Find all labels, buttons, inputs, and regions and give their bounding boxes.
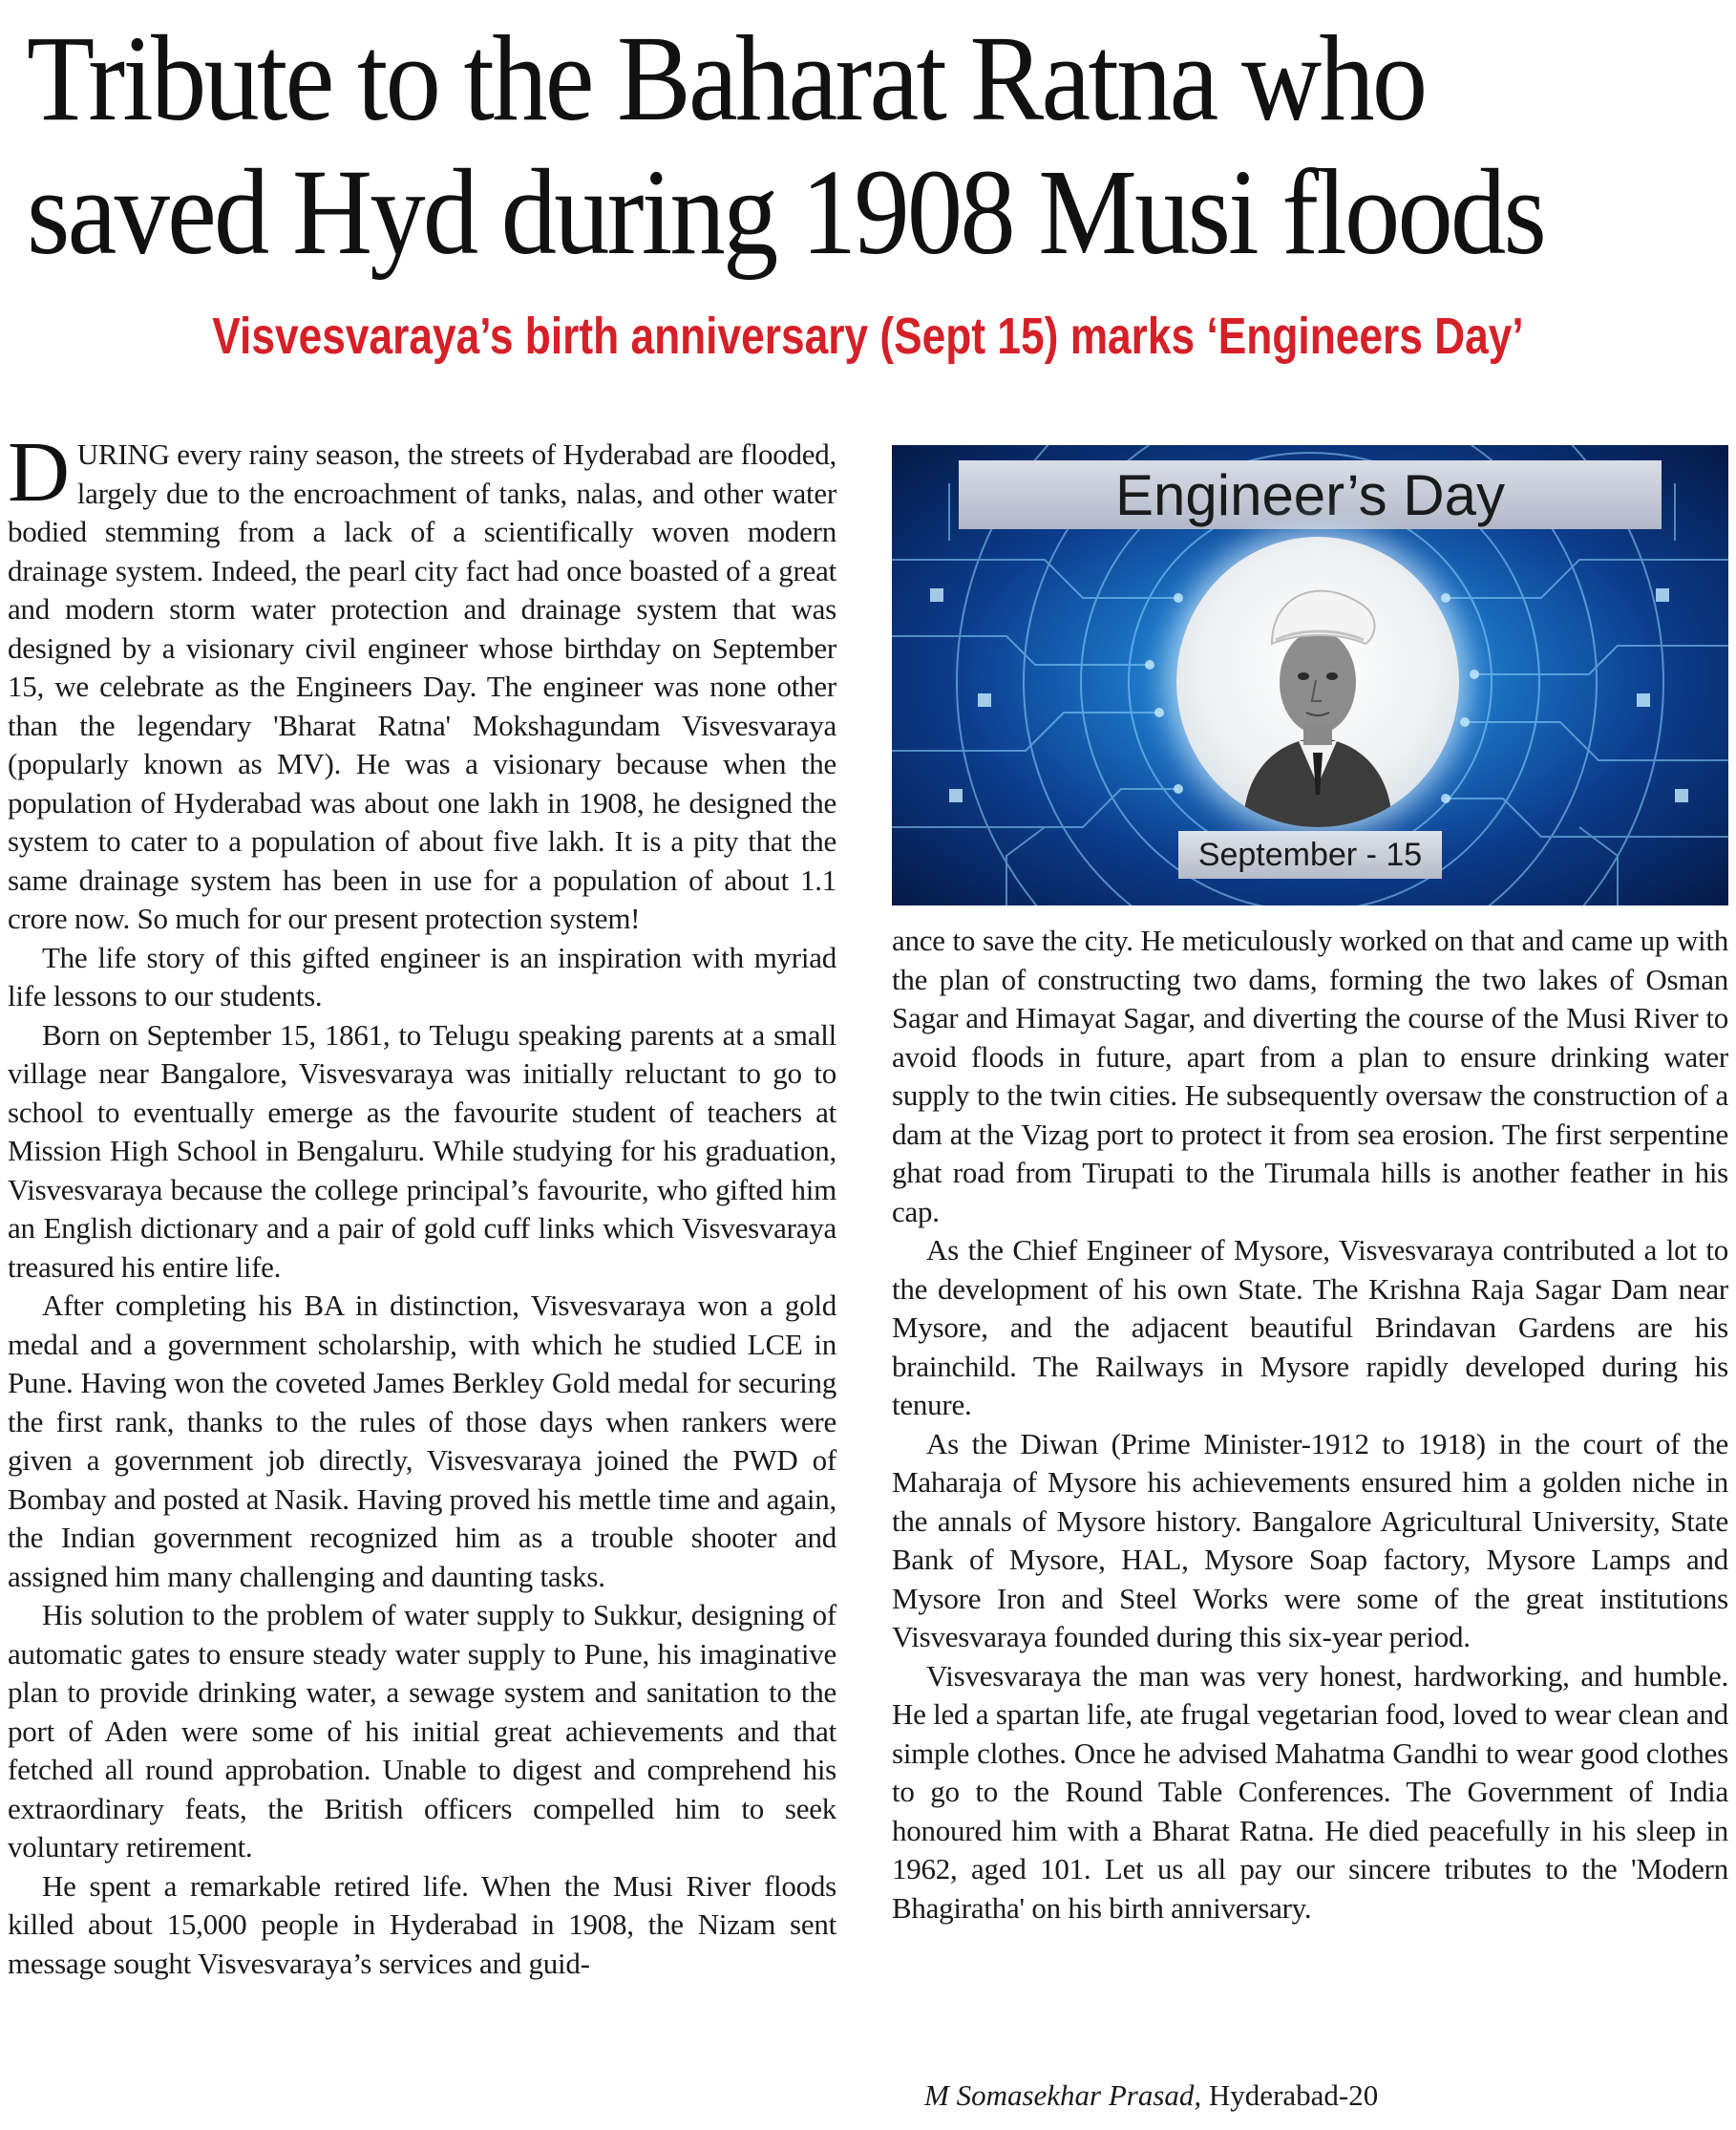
article-paragraph: He spent a remarkable retired life. When the Musi River floods killed about 15,000 people in Hyderabad in 1908, the Nizam sent message sought Visvesvaraya’s services and guid- bbox=[8, 1868, 836, 1980]
article-paragraph: As the Chief Engineer of Mysore, Visvesvaraya contributed a lot to the development of his own State. The Krishna Raja Sagar Dam near Mysore, and the adjacent beautiful Brindavan Gardens are his brainchild. The Railways in Mysore rapidly developed during his tenure. bbox=[892, 1233, 1728, 1421]
subheadline: Visvesvaraya’s birth anniversary (Sept 15) marks ‘Engineers Day’ bbox=[212, 308, 1524, 365]
article-paragraph: As the Diwan (Prime Minister-1912 to 1918) in the court of the Maharaja of Mysore his achievements ensured him a golden niche in the annals of Mysore history. Bangalore Agricultural University, State Bank of Mysore, HAL, Mysore Soap factory, Mysore Lamps and Mysore Iron and Steel Works were some of the great institutions Visvesvaraya founded during this six-year period. bbox=[892, 1426, 1728, 1653]
headline bbox=[27, 11, 1574, 279]
article-paragraph: The life story of this gifted engineer is an inspiration with myriad life lessons to our students. bbox=[8, 940, 836, 1012]
engineers-day-image bbox=[892, 445, 1728, 905]
byline bbox=[924, 2077, 1378, 2115]
date-banner: September - 15 bbox=[1178, 831, 1442, 879]
article-paragraph: Visvesvaraya the man was very honest, hardworking, and humble. He led a spartan life, ate frugal vegetarian food, loved to wear clean and simple clothes. Once he advised Mahatma Gandhi to wear good clothes to go to the Round Table Conferences. The Government of India honoured him with a Bharat Ratna. He died peacefully in his sleep in 1962, aged 101. Let us all pay our sincere tributes to the 'Modern Bhagiratha' on his birth anniversary. bbox=[892, 1658, 1728, 1925]
article-paragraph: ance to save the city. He meticulously worked on that and came up with the plan of constructing two dams, forming the two lakes of Osman Sagar and Himayat Sagar, and diverting the course of the Musi River to avoid floods in future, apart from a plan to ensure drinking water supply to the twin cities. He subsequently oversaw the construction of a dam at the Vizag port to protect it from sea erosion. The first serpentine ghat road from Tirupati to the Tirumala hills is another feather in his cap. bbox=[892, 924, 1728, 1228]
article-paragraph bbox=[8, 425, 836, 939]
article-paragraph: Born on September 15, 1861, to Telugu speaking parents at a small village near Bangalore, Visvesvaraya was initially reluctant to go to school to eventually emerge as the favourite student of teachers at Mission High School in Bengaluru. While studying for his graduation, Visvesvaraya because the college principal’s favourite, who gifted him an English dictionary and a pair of gold cuff links which Visvesvaraya treasured his entire life. bbox=[8, 1017, 836, 1284]
headline-line-1: Tribute to the Baharat Ratna who bbox=[27, 11, 1426, 146]
portrait-photo bbox=[1176, 537, 1459, 827]
engineers-day-banner: Engineer’s Day bbox=[959, 460, 1662, 529]
article-column-right bbox=[892, 922, 1728, 1928]
drop-cap: D bbox=[8, 425, 70, 520]
paragraph-text: URING every rainy season, the streets of Hyderabad are flooded, largely due to the encroachment of tanks, nalas, and other water bodied stemming from a lack of a scientifically woven modern drainage system. Indeed, the pearl city fact had once boasted of a great and modern storm water protection and drainage system that was designed by a visionary civil engineer whose birthday on September 15, we celebrate as the Engineers Day. The engineer was none other than the legendary 'Bharat Ratna' Mokshagundam Visvesvaraya (popularly known as MV). He was a visionary because when the population of Hyderabad was about one lakh in 1908, he designed the system to cater to a population of about five lakh. It is a pity that the same drainage system has been in use for a population of about 1.1 crore now. So much for our present protection system! bbox=[8, 437, 836, 935]
article-paragraph: After completing his BA in distinction, Visvesvaraya won a gold medal and a government scholarship, with which he studied LCE in Pune. Having won the coveted James Berkley Gold medal for securing the first rank, thanks to the rules of those days when rankers were given a government job directly, Visvesvaraya joined the PWD of Bombay and posted at Nasik. Having proved his mettle time and again, the Indian government recognized him as a trouble shooter and assigned him many challenging and daunting tasks. bbox=[8, 1289, 836, 1593]
visvesvaraya-portrait bbox=[1176, 537, 1459, 827]
byline-place: Hyderabad-20 bbox=[1201, 2078, 1379, 2112]
byline-author: M Somasekhar Prasad, bbox=[924, 2078, 1202, 2112]
headline-line-2: saved Hyd during 1908 Musi floods bbox=[27, 144, 1545, 280]
article-column-left bbox=[8, 425, 836, 1983]
article-paragraph: His solution to the problem of water supply to Sukkur, designing of automatic gates to ensure steady water supply to Pune, his imaginative plan to provide drinking water, a sewage system and sanitation to the port of Aden were some of his initial great achievements and that fetched all round approbation. Unable to digest and comprehend his extraordinary feats, the British officers compelled him to seek voluntary retirement. bbox=[8, 1598, 836, 1864]
